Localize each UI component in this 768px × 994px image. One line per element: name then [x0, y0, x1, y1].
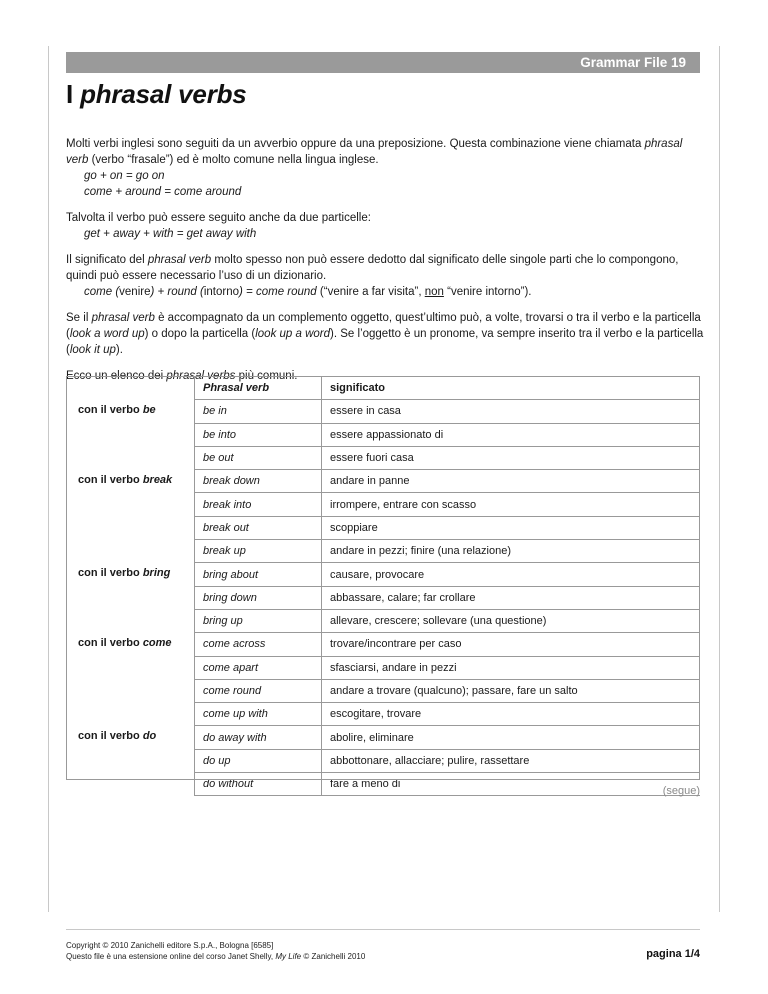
header-label: Grammar File 19 — [580, 55, 686, 70]
meaning-cell: essere fuori casa — [322, 446, 701, 469]
meaning-cell: scoppiare — [322, 516, 701, 539]
ex4-part-d: (“venire a far visita”, — [319, 286, 422, 298]
table-header-row — [66, 377, 700, 400]
p4-example-3: look it up — [69, 344, 116, 356]
phrasal-verbs-table — [66, 376, 700, 796]
verb-group-label — [66, 633, 195, 726]
p4-example-1: look a word up — [69, 328, 145, 340]
course-text-b: © Zanichelli 2010 — [303, 952, 366, 961]
phrasal-verb-cell: come up with — [195, 703, 322, 726]
meaning-cell: essere appassionato di — [322, 423, 701, 446]
p4-example-2: look up a word — [255, 328, 331, 340]
left-margin-rule — [48, 46, 49, 912]
phrasal-verb-cell: bring about — [195, 563, 322, 586]
meaning-cell: allevare, crescere; sollevare (una questione) — [322, 609, 701, 632]
meaning-cell: abolire, eliminare — [322, 726, 701, 749]
phrasal-verbs-table-body — [66, 377, 700, 796]
right-margin-rule — [719, 46, 720, 912]
table-row — [66, 563, 700, 586]
intro-text — [66, 136, 706, 394]
course-line — [66, 951, 365, 962]
course-title: My Life — [275, 952, 302, 961]
p5-text-b: più comuni. — [238, 370, 298, 382]
ex4-non: non — [424, 286, 444, 298]
footer-divider — [66, 929, 700, 930]
paragraph-4 — [66, 310, 706, 358]
phrasal-verb-cell: be into — [195, 423, 322, 446]
phrasal-verb-cell: break up — [195, 540, 322, 563]
p4-text-a: Se il — [66, 312, 89, 324]
course-text-a: Questo file è una estensione online del corso Janet Shelly, — [66, 952, 274, 961]
meaning-cell: abbottonare, allacciare; pulire, rassettare — [322, 749, 701, 772]
copyright-line: Copyright © 2010 Zanichelli editore S.p.A., Bologna [6585] — [66, 941, 274, 950]
table-header-blank — [66, 377, 195, 400]
copyright-footer — [66, 940, 365, 962]
verb-group-verb: do — [142, 729, 157, 742]
p3-text-a: Il significato del — [66, 254, 145, 266]
phrasal-verb-cell: be in — [195, 400, 322, 423]
meaning-cell: andare a trovare (qualcuno); passare, fare un salto — [322, 679, 701, 702]
p1-text-b: (verbo “frasale”) ed è molto comune nella lingua inglese. — [91, 154, 379, 166]
table-row — [66, 400, 700, 423]
phrasal-verb-cell: do away with — [195, 726, 322, 749]
verb-group-verb: come — [142, 636, 172, 649]
example-come-round — [66, 284, 706, 300]
phrasal-verb-cell: come apart — [195, 656, 322, 679]
verb-group-label — [66, 563, 195, 633]
meaning-cell: trovare/incontrare per caso — [322, 633, 701, 656]
meaning-cell: fare a meno di — [322, 773, 701, 796]
verb-group-prefix: con il verbo — [78, 566, 140, 579]
phrasal-verb-cell: bring down — [195, 586, 322, 609]
table-row — [66, 470, 700, 493]
meaning-cell: sfasciarsi, andare in pezzi — [322, 656, 701, 679]
example-come-around: come + around = come around — [84, 186, 242, 198]
verb-group-label — [66, 470, 195, 563]
ex4-part-e: “venire intorno”). — [447, 286, 532, 298]
meaning-cell: abbassare, calare; far crollare — [322, 586, 701, 609]
example-get-away-with: get + away + with = get away with — [84, 228, 257, 240]
p4-text-b: è accompagnato da un complemento oggetto, quest’ultimo può, a volte, trovarsi o tra il verbo e la particella ( — [66, 312, 701, 340]
p4-term: phrasal verb — [91, 312, 155, 324]
p4-text-c: ) o dopo la particella ( — [144, 328, 256, 340]
paragraph-3 — [66, 252, 706, 300]
meaning-cell: andare in pezzi; finire (una relazione) — [322, 540, 701, 563]
ex4-part-b: ) + round ( — [150, 286, 204, 298]
phrasal-verb-cell: break out — [195, 516, 322, 539]
phrasal-verb-cell: bring up — [195, 609, 322, 632]
phrasal-verb-cell: break into — [195, 493, 322, 516]
verb-group-prefix: con il verbo — [78, 636, 140, 649]
p3-term: phrasal verb — [147, 254, 212, 266]
phrasal-verb-cell: be out — [195, 446, 322, 469]
grammar-file-header — [66, 52, 700, 73]
column-header-phrasal-verb: Phrasal verb — [195, 377, 322, 400]
paragraph-2 — [66, 210, 706, 242]
table-row — [66, 633, 700, 656]
p4-text-e: ). — [115, 344, 123, 356]
verb-group-verb: bring — [142, 566, 171, 579]
phrasal-verb-cell: do without — [195, 773, 322, 796]
meaning-cell: andare in panne — [322, 470, 701, 493]
example-go-on: go + on = go on — [84, 170, 165, 182]
meaning-cell: escogitare, trovare — [322, 703, 701, 726]
table-row — [66, 726, 700, 749]
meaning-cell: irrompere, entrare con scasso — [322, 493, 701, 516]
meaning-cell: causare, provocare — [322, 563, 701, 586]
paragraph-1 — [66, 136, 706, 200]
verb-group-prefix: con il verbo — [78, 473, 140, 486]
phrasal-verb-cell: come round — [195, 679, 322, 702]
phrasal-verb-cell: break down — [195, 470, 322, 493]
continued-note: (segue) — [662, 785, 700, 797]
column-header-meaning: significato — [322, 377, 701, 400]
ex4-part-c: ) = come round — [239, 286, 317, 298]
p2-text: Talvolta il verbo può essere seguito anche da due particelle: — [66, 212, 371, 224]
title-prefix: I — [66, 79, 74, 109]
page-number: pagina 1/4 — [646, 948, 700, 960]
page-title — [66, 79, 247, 110]
ex4-part-a: come ( — [84, 286, 120, 298]
phrasal-verb-cell: come across — [195, 633, 322, 656]
verb-group-verb: be — [142, 403, 156, 416]
meaning-cell: essere in casa — [322, 400, 701, 423]
p5-text-a: Ecco un elenco dei — [66, 370, 164, 382]
verb-group-verb: break — [142, 473, 173, 486]
title-italic: phrasal verbs — [80, 79, 247, 109]
p5-term: phrasal verbs — [166, 370, 236, 382]
ex4-venire: venire — [119, 286, 151, 298]
ex4-intorno: intorno — [203, 286, 240, 298]
verb-group-prefix: con il verbo — [78, 729, 140, 742]
verb-group-label — [66, 726, 195, 796]
p1-term: phrasal verb — [66, 138, 683, 166]
p3-text-b: molto spesso non può essere dedotto dal significato delle singole parti che lo compongono, quindi può essere necessario l’uso di un dizionario. — [66, 254, 679, 282]
phrasal-verb-cell: do up — [195, 749, 322, 772]
verb-group-label — [66, 400, 195, 470]
verb-group-prefix: con il verbo — [78, 403, 140, 416]
p4-text-d: ). Se l’oggetto è un pronome, va sempre inserito tra il verbo e la particella ( — [66, 328, 704, 356]
p1-text-a: Molti verbi inglesi sono seguiti da un avverbio oppure da una preposizione. Questa combinazione viene chiamata — [66, 138, 642, 150]
